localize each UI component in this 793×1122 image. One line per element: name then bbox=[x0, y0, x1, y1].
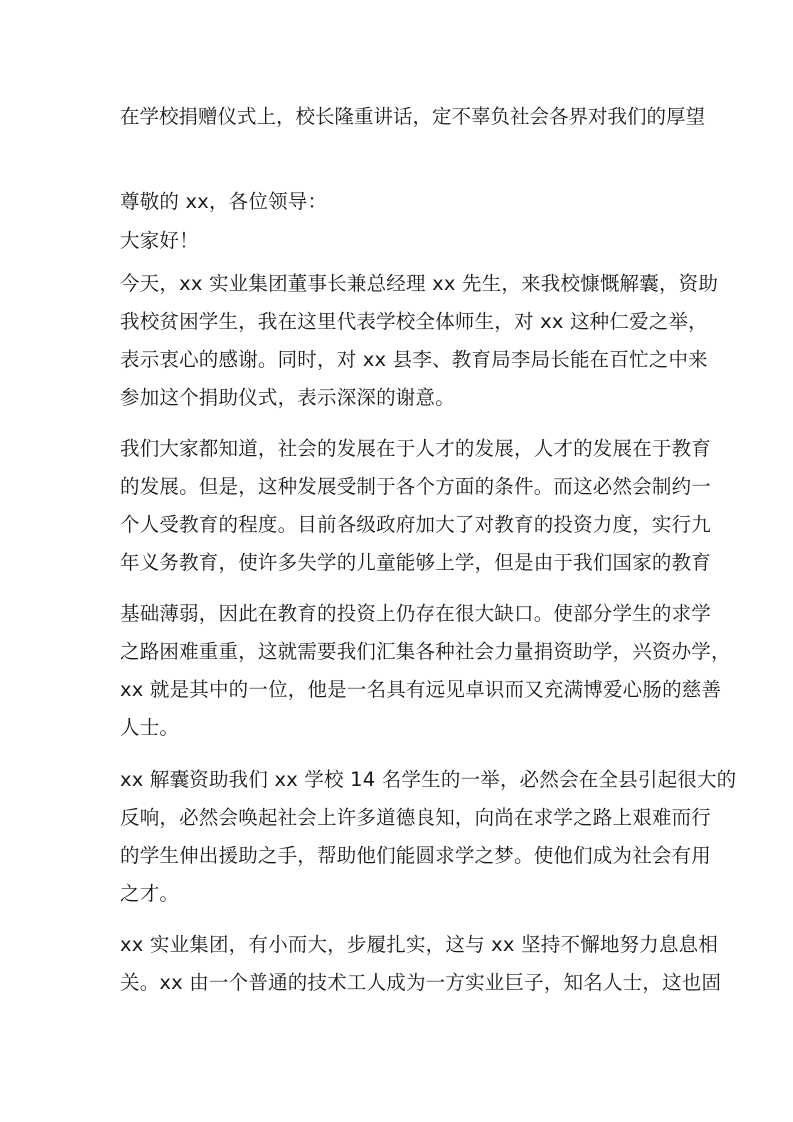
paragraph-line: 基础薄弱，因此在教育的投资上仍存在很大缺口。使部分学生的求学 bbox=[120, 602, 712, 625]
paragraph-line: 反响，必然会唤起社会上许多道德良知，向尚在求学之路上艰难而行 bbox=[120, 806, 712, 829]
paragraph-line: 个人受教育的程度。目前各级政府加大了对教育的投资力度，实行九 bbox=[120, 513, 712, 536]
salutation-line: 尊敬的 xx，各位领导： bbox=[120, 190, 328, 213]
paragraph-line: 参加这个捐助仪式，表示深深的谢意。 bbox=[120, 386, 455, 409]
paragraph-line: 我校贫困学生，我在这里代表学校全体师生，对 xx 这种仁爱之举， bbox=[120, 310, 708, 333]
paragraph-line: 的学生伸出援助之手，帮助他们能圆求学之梦。使他们成为社会有用 bbox=[120, 844, 712, 867]
paragraph-line: 今天，xx 实业集团董事长兼总经理 xx 先生，来我校慷慨解囊，资助 bbox=[120, 272, 719, 295]
document-title: 在学校捐赠仪式上，校长隆重讲话，定不辜负社会各界对我们的厚望 bbox=[120, 105, 706, 128]
paragraph-line: 表示衷心的感谢。同时，对 xx 县李、教育局李局长能在百忙之中来 bbox=[120, 348, 708, 371]
paragraph-line: 的发展。但是，这种发展受制于各个方面的条件。而这必然会制约一 bbox=[120, 475, 712, 498]
paragraph-line: xx 解囊资助我们 xx 学校 14 名学生的一举，必然会在全县引起很大的 bbox=[120, 768, 737, 791]
greeting-line: 大家好！ bbox=[120, 229, 199, 252]
paragraph-line: 之路困难重重，这就需要我们汇集各种社会力量捐资助学，兴资办学， bbox=[120, 640, 731, 663]
paragraph-line: 年义务教育，使许多失学的儿童能够上学，但是由于我们国家的教育 bbox=[120, 551, 712, 574]
paragraph-line: 我们大家都知道，社会的发展在于人才的发展，人才的发展在于教育 bbox=[120, 437, 712, 460]
paragraph-line: 关。xx 由一个普通的技术工人成为一方实业巨子，知名人士，这也固 bbox=[120, 971, 722, 994]
paragraph-line: xx 实业集团，有小而大，步履扎实，这与 xx 坚持不懈地努力息息相 bbox=[120, 933, 719, 956]
paragraph-line: 之才。 bbox=[120, 882, 180, 905]
paragraph-line: 人士。 bbox=[120, 716, 180, 739]
paragraph-line: xx 就是其中的一位，他是一名具有远见卓识而又充满博爱心肠的慈善 bbox=[120, 678, 722, 701]
